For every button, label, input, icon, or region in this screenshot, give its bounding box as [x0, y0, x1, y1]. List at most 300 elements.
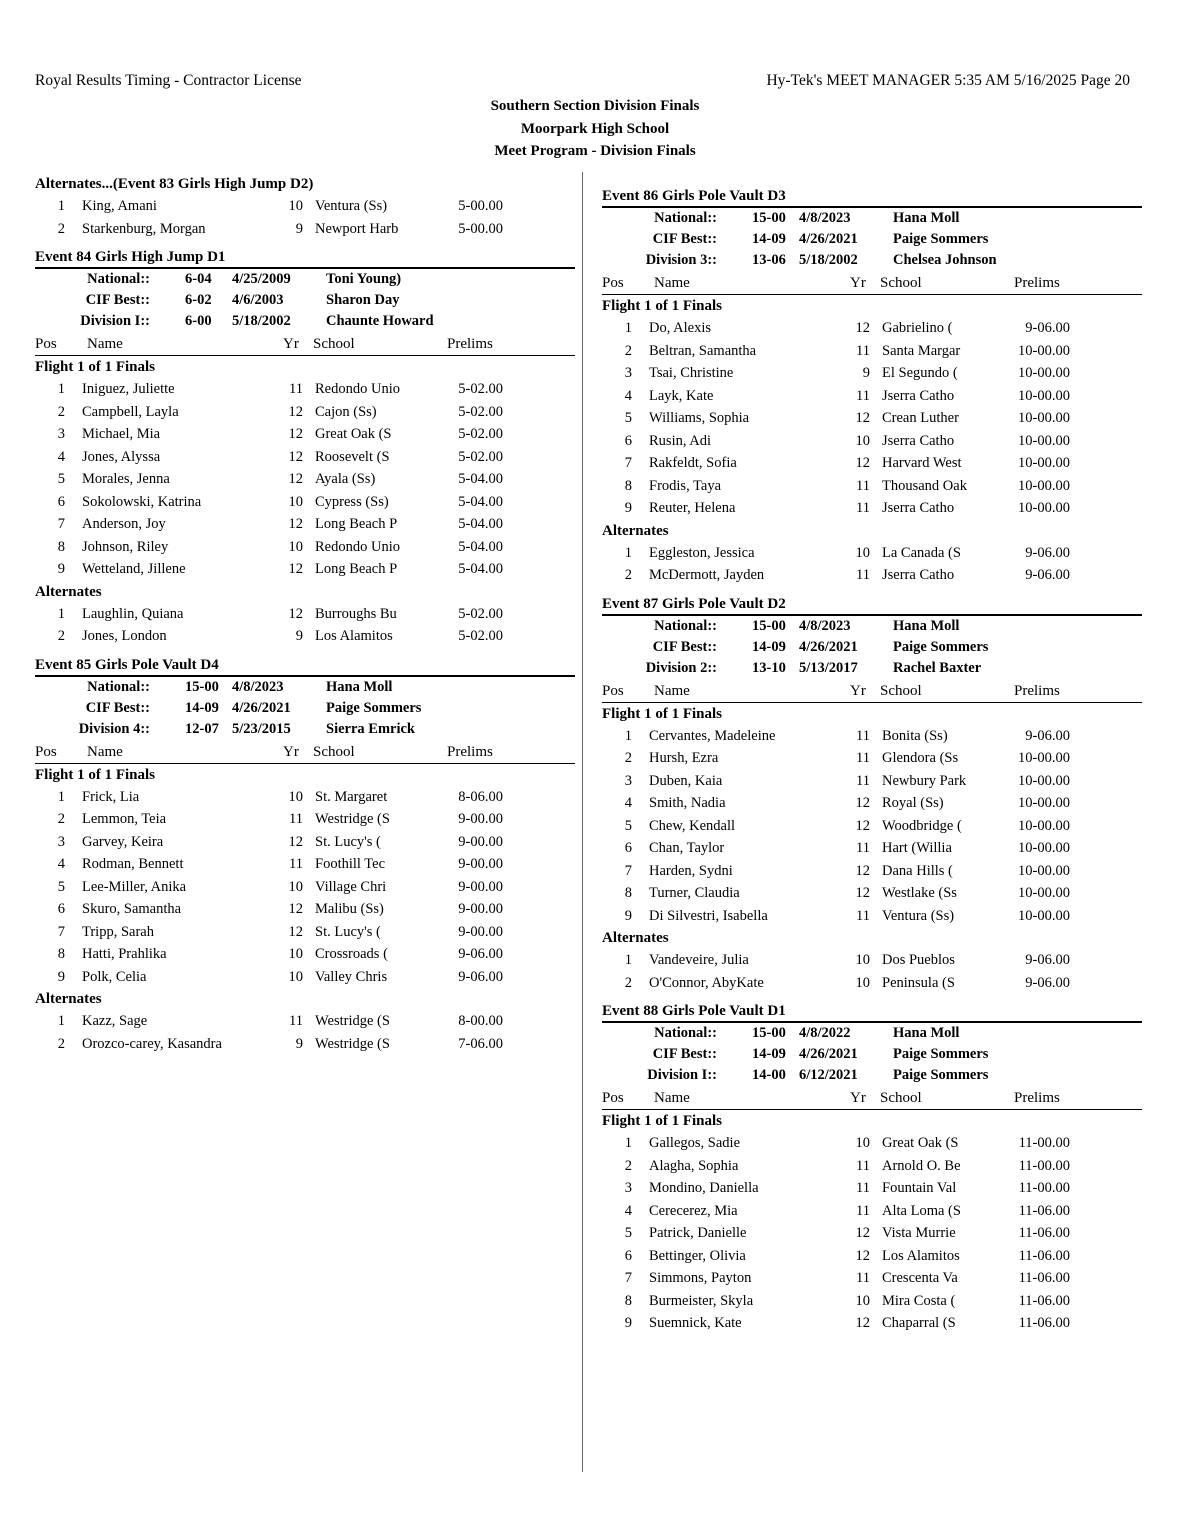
entry-name: Jones, Alyssa: [82, 448, 161, 465]
entry-pos: 2: [624, 974, 632, 991]
entry-yr: 11: [856, 1270, 870, 1286]
entry-school: Jserra Catho: [882, 387, 955, 404]
entry-name: Tripp, Sarah: [82, 923, 154, 940]
entry-yr: 12: [288, 901, 303, 917]
entry-prelims: 9-06.00: [1025, 320, 1070, 336]
event-block: [35, 246, 575, 648]
record-label: Division 4::: [78, 720, 150, 737]
entry-name: O'Connor, AbyKate: [649, 974, 764, 991]
record-date: 4/8/2023: [799, 210, 851, 226]
entry-pos: 8: [57, 946, 65, 962]
entry-row: [602, 1290, 1142, 1313]
entry-yr: 11: [289, 381, 303, 397]
record-holder: Sharon Day: [326, 292, 400, 308]
entry-yr: 12: [855, 1315, 870, 1331]
column-header-row: [602, 273, 1142, 295]
entry-yr: 11: [289, 1013, 303, 1029]
record-date: 4/6/2003: [232, 292, 284, 308]
entry-school: Ayala (Ss): [315, 471, 376, 487]
entry-school: Bonita (Ss): [882, 727, 948, 744]
entry-pos: 5: [624, 817, 632, 834]
record-holder: Paige Sommers: [893, 1067, 989, 1083]
entry-yr: 12: [855, 320, 870, 336]
entry-yr: 12: [855, 817, 870, 834]
entry-school: Harvard West: [882, 455, 962, 471]
entry-school: Foothill Tec: [315, 856, 386, 872]
entry-school: Los Alamitos: [882, 1247, 960, 1264]
entry-yr: 12: [288, 448, 303, 465]
right-column: [602, 185, 1142, 1341]
entry-prelims: 10-00.00: [1018, 342, 1070, 359]
header-yr: Yr: [283, 743, 299, 760]
entry-yr: 11: [856, 750, 870, 766]
record-label: CIF Best::: [85, 699, 150, 716]
entry-pos: 4: [57, 856, 65, 872]
entry-pos: 9: [624, 907, 632, 924]
entry-school: Roosevelt (S: [315, 448, 390, 465]
entry-pos: 6: [624, 1247, 632, 1264]
entry-school: Crean Luther: [882, 410, 959, 426]
entry-yr: 11: [856, 1202, 870, 1219]
entry-pos: 4: [57, 448, 65, 465]
entry-name: King, Amani: [82, 198, 157, 214]
entry-school: Malibu (Ss): [315, 901, 384, 917]
entry-school: Ventura (Ss): [315, 198, 388, 214]
record-label: National::: [654, 210, 717, 226]
entry-school: La Canada (S: [882, 544, 961, 561]
entry-prelims: 10-00.00: [1018, 477, 1070, 494]
record-date: 5/18/2002: [232, 313, 291, 329]
entry-school: Village Chri: [315, 878, 387, 895]
event-block: [35, 654, 575, 1056]
record-holder: Paige Sommers: [893, 1046, 989, 1062]
header-pos: Pos: [602, 275, 624, 291]
entry-prelims: 9-06.00: [1025, 544, 1070, 561]
entry-school: Thousand Oak: [882, 477, 967, 494]
entry-row: [35, 513, 575, 536]
entry-prelims: 11-06.00: [1018, 1247, 1070, 1264]
entry-yr: 11: [856, 772, 870, 789]
entry-school: El Segundo (: [882, 365, 958, 381]
header-school: School: [880, 682, 922, 699]
entry-school: Mira Costa (: [882, 1292, 956, 1309]
entry-pos: 7: [57, 516, 65, 532]
entry-yr: 11: [856, 387, 870, 404]
entry-name: Garvey, Keira: [82, 833, 164, 850]
entry-pos: 6: [624, 840, 632, 856]
record-mark: 6-04: [185, 271, 212, 287]
entry-prelims: 9-00.00: [458, 901, 503, 917]
alternate-row: [35, 625, 575, 648]
entry-row: [602, 725, 1142, 748]
flight-label: Flight 1 of 1 Finals: [602, 705, 723, 722]
header-left-text: Royal Results Timing - Contractor License: [35, 72, 302, 89]
entry-name: Lee-Miller, Anika: [82, 878, 187, 895]
record-row: [35, 311, 575, 332]
entry-row: [602, 1222, 1142, 1245]
entry-prelims: 5-00.00: [458, 220, 503, 237]
header-name: Name: [654, 1090, 690, 1106]
entry-row: [35, 921, 575, 944]
entry-pos: 2: [624, 567, 632, 583]
flight-label: Flight 1 of 1 Finals: [602, 298, 723, 314]
entry-prelims: 5-02.00: [458, 448, 503, 465]
entry-pos: 2: [624, 750, 632, 766]
record-mark: 6-00: [185, 313, 212, 329]
entry-prelims: 5-04.00: [458, 561, 503, 577]
entry-pos: 2: [57, 220, 65, 237]
entry-prelims: 9-00.00: [458, 856, 503, 872]
record-label: Division I::: [647, 1067, 717, 1083]
header-prelims: Prelims: [447, 743, 493, 760]
entry-yr: 10: [855, 974, 870, 991]
record-row: [602, 208, 1142, 229]
record-label: Division 3::: [645, 252, 717, 268]
entry-school: Ventura (Ss): [882, 907, 955, 924]
entry-name: Laughlin, Quiana: [82, 605, 184, 622]
entry-name: Do, Alexis: [649, 320, 712, 336]
entry-school: Arnold O. Be: [882, 1157, 961, 1174]
entry-school: Crossroads (: [315, 946, 388, 962]
column-divider: [582, 172, 583, 1472]
entry-row: [602, 1177, 1142, 1200]
entry-name: Kazz, Sage: [82, 1013, 148, 1029]
entry-name: Anderson, Joy: [82, 516, 166, 532]
entry-name: Patrick, Danielle: [649, 1225, 747, 1241]
record-mark: 13-06: [752, 252, 786, 268]
entry-row: [35, 491, 575, 514]
entry-row: [602, 770, 1142, 793]
entry-pos: 9: [624, 1315, 632, 1331]
entry-pos: 6: [57, 901, 65, 917]
event-title: Alternates...(Event 83 Girls High Jump D2): [35, 176, 314, 192]
entry-row: [35, 943, 575, 966]
meet-subtitle: Meet Program - Division Finals: [494, 143, 696, 159]
entry-yr: 11: [856, 342, 870, 359]
entry-row: [602, 1245, 1142, 1268]
entry-prelims: 10-00.00: [1018, 817, 1070, 834]
entry-prelims: 8-00.00: [458, 1013, 503, 1029]
entry-row: [602, 362, 1142, 385]
entry-prelims: 5-02.00: [458, 605, 503, 622]
entry-school: Crescenta Va: [882, 1270, 958, 1286]
entry-name: Campbell, Layla: [82, 403, 179, 420]
entry-prelims: 9-06.00: [1025, 567, 1070, 583]
entry-prelims: 10-00.00: [1018, 455, 1070, 471]
entry-school: Chaparral (S: [882, 1315, 956, 1331]
record-mark: 14-09: [185, 699, 219, 716]
event-title: Event 88 Girls Pole Vault D1: [602, 1000, 1142, 1023]
entry-yr: 11: [856, 1180, 870, 1196]
entry-prelims: 10-00.00: [1018, 432, 1070, 449]
header-name: Name: [87, 336, 123, 352]
record-holder: Paige Sommers: [893, 638, 989, 655]
entry-school: Valley Chris: [315, 968, 388, 985]
entry-name: Chew, Kendall: [649, 817, 736, 834]
header-yr: Yr: [850, 1090, 866, 1106]
record-mark: 12-07: [185, 720, 219, 737]
record-row: [35, 269, 575, 290]
entry-prelims: 7-06.00: [458, 1035, 503, 1052]
entry-name: Vandeveire, Julia: [649, 952, 749, 968]
column-header-row: [35, 334, 575, 356]
record-mark: 14-09: [752, 231, 786, 247]
record-label: National::: [87, 271, 150, 287]
flight-label: Flight 1 of 1 Finals: [35, 766, 156, 783]
entry-yr: 12: [288, 561, 303, 577]
entry-row: [35, 378, 575, 401]
entry-name: Reuter, Helena: [649, 500, 736, 516]
entry-prelims: 5-00.00: [458, 198, 503, 214]
alternate-row: [602, 542, 1142, 565]
entry-name: Bettinger, Olivia: [649, 1247, 746, 1264]
entry-prelims: 10-00.00: [1018, 772, 1070, 789]
entry-row: [35, 423, 575, 446]
entry-row: [602, 905, 1142, 928]
record-holder: Hana Moll: [326, 678, 393, 695]
entry-pos: 5: [624, 410, 632, 426]
alternate-row: [602, 564, 1142, 587]
meet-venue: Moorpark High School: [520, 120, 670, 137]
alternates-label: Alternates: [35, 991, 102, 1007]
entry-yr: 9: [295, 1035, 303, 1052]
entry-yr: 9: [295, 220, 303, 237]
entry-pos: 3: [57, 833, 65, 850]
entry-row: [35, 468, 575, 491]
record-holder: Paige Sommers: [326, 699, 422, 716]
entry-yr: 10: [288, 493, 303, 510]
entry-pos: 2: [624, 1157, 632, 1174]
entry-school: Cajon (Ss): [315, 403, 377, 420]
record-label: CIF Best::: [652, 231, 717, 247]
entry-row: [602, 1132, 1142, 1155]
entry-row: [602, 860, 1142, 883]
record-row: [602, 1044, 1142, 1065]
record-mark: 15-00: [752, 617, 786, 634]
entry-name: Gallegos, Sadie: [649, 1135, 741, 1151]
entry-yr: 11: [856, 840, 870, 856]
entry-row: [35, 853, 575, 876]
entry-prelims: 11-06.00: [1018, 1315, 1070, 1331]
record-label: National::: [654, 1025, 717, 1041]
entry-pos: 2: [57, 811, 65, 827]
entry-pos: 2: [624, 342, 632, 359]
record-row: [35, 677, 575, 698]
entry-yr: 10: [288, 968, 303, 985]
alternate-row: [35, 218, 575, 241]
entry-prelims: 11-06.00: [1018, 1225, 1070, 1241]
entry-yr: 11: [856, 477, 870, 494]
record-row: [602, 229, 1142, 250]
flight-label: Flight 1 of 1 Finals: [35, 359, 156, 375]
entry-yr: 12: [288, 426, 303, 442]
record-row: [602, 637, 1142, 658]
entry-prelims: 10-00.00: [1018, 885, 1070, 901]
entry-pos: 1: [624, 727, 632, 744]
entry-pos: 1: [624, 1135, 632, 1151]
entry-pos: 5: [57, 471, 65, 487]
entry-row: [35, 898, 575, 921]
record-row: [602, 616, 1142, 637]
entry-row: [602, 340, 1142, 363]
header-school: School: [880, 1090, 922, 1106]
entry-pos: 7: [624, 1270, 632, 1286]
entry-name: Morales, Jenna: [82, 471, 170, 487]
entry-prelims: 11-06.00: [1018, 1292, 1070, 1309]
entry-school: Jserra Catho: [882, 432, 955, 449]
entry-pos: 1: [57, 788, 65, 805]
record-holder: Hana Moll: [893, 210, 960, 226]
alternate-row: [35, 195, 575, 218]
entry-prelims: 9-06.00: [458, 968, 503, 985]
entry-row: [602, 815, 1142, 838]
alternate-row: [602, 972, 1142, 995]
entry-pos: 9: [624, 500, 632, 516]
entry-name: Sokolowski, Katrina: [82, 493, 202, 510]
entry-pos: 3: [624, 772, 632, 789]
entry-row: [35, 446, 575, 469]
record-holder: Paige Sommers: [893, 231, 989, 247]
entry-pos: 4: [624, 1202, 632, 1219]
record-row: [602, 1065, 1142, 1086]
entry-school: Great Oak (S: [882, 1135, 959, 1151]
entry-yr: 10: [288, 198, 303, 214]
entry-pos: 1: [624, 544, 632, 561]
entry-row: [602, 452, 1142, 475]
record-date: 4/26/2021: [799, 638, 858, 655]
entry-name: Alagha, Sophia: [649, 1157, 739, 1174]
entry-yr: 12: [288, 605, 303, 622]
entry-school: St. Lucy's (: [315, 833, 381, 850]
entry-pos: 8: [624, 1292, 632, 1309]
entry-pos: 9: [57, 968, 65, 985]
event-title: Event 85 Girls Pole Vault D4: [35, 654, 575, 677]
alternate-row: [602, 949, 1142, 972]
entry-row: [602, 475, 1142, 498]
entry-pos: 1: [624, 320, 632, 336]
record-mark: 15-00: [752, 1025, 786, 1041]
record-row: [602, 658, 1142, 679]
header-yr: Yr: [850, 682, 866, 699]
entry-school: Dos Pueblos: [882, 952, 955, 968]
alternates-label: Alternates: [35, 583, 102, 600]
entry-prelims: 5-04.00: [458, 538, 503, 555]
entry-yr: 12: [288, 403, 303, 420]
entry-name: Mondino, Daniella: [649, 1180, 759, 1196]
entry-school: Westridge (S: [315, 1035, 390, 1052]
entry-row: [602, 1200, 1142, 1223]
event-block: [602, 593, 1142, 995]
record-label: National::: [87, 678, 150, 695]
entry-prelims: 10-00.00: [1018, 365, 1070, 381]
column-header-row: [35, 742, 575, 764]
entry-name: Tsai, Christine: [649, 365, 734, 381]
event-block: [602, 1000, 1142, 1335]
alternates-label: Alternates: [602, 522, 669, 539]
entry-school: Cypress (Ss): [315, 493, 389, 510]
entry-row: [602, 792, 1142, 815]
record-mark: 15-00: [752, 210, 786, 226]
entry-row: [602, 747, 1142, 770]
entry-pos: 6: [624, 432, 632, 449]
entry-prelims: 9-06.00: [1025, 727, 1070, 744]
header-name: Name: [654, 275, 690, 291]
header-pos: Pos: [602, 682, 624, 699]
entry-row: [602, 317, 1142, 340]
entry-name: Chan, Taylor: [649, 840, 725, 856]
record-date: 5/13/2017: [799, 659, 858, 676]
entry-school: Hart (Willia: [882, 840, 952, 856]
record-label: CIF Best::: [652, 1046, 717, 1062]
record-date: 6/12/2021: [799, 1067, 858, 1083]
record-date: 4/25/2009: [232, 271, 291, 287]
entry-prelims: 10-00.00: [1018, 862, 1070, 879]
header-name: Name: [87, 743, 123, 760]
entry-yr: 12: [855, 410, 870, 426]
entry-school: Burroughs Bu: [315, 605, 397, 622]
entry-pos: 8: [624, 477, 632, 494]
entry-school: Redondo Unio: [315, 538, 400, 555]
entry-row: [602, 430, 1142, 453]
entry-prelims: 10-00.00: [1018, 907, 1070, 924]
entry-name: Frodis, Taya: [649, 477, 722, 494]
entry-name: Duben, Kaia: [649, 772, 723, 789]
entry-yr: 12: [288, 923, 303, 940]
record-mark: 13-10: [752, 659, 786, 676]
entry-yr: 12: [855, 862, 870, 879]
event-title: Event 86 Girls Pole Vault D3: [602, 185, 1142, 208]
record-holder: Chaunte Howard: [326, 313, 434, 329]
entry-yr: 10: [288, 538, 303, 555]
entry-prelims: 9-06.00: [1025, 974, 1070, 991]
entry-name: McDermott, Jayden: [649, 567, 765, 583]
entry-school: Jserra Catho: [882, 500, 955, 516]
record-mark: 15-00: [185, 678, 219, 695]
entry-school: Great Oak (S: [315, 426, 392, 442]
entry-name: Williams, Sophia: [649, 410, 750, 426]
entry-pos: 2: [57, 628, 65, 644]
entry-yr: 12: [855, 455, 870, 471]
record-label: CIF Best::: [85, 292, 150, 308]
record-holder: Chelsea Johnson: [893, 252, 997, 268]
entry-prelims: 10-00.00: [1018, 410, 1070, 426]
entry-prelims: 10-00.00: [1018, 750, 1070, 766]
entry-pos: 6: [57, 493, 65, 510]
entry-school: Santa Margar: [882, 342, 961, 359]
entry-school: Jserra Catho: [882, 567, 955, 583]
entry-pos: 1: [57, 198, 65, 214]
entry-row: [35, 808, 575, 831]
column-header-row: [602, 681, 1142, 703]
entry-yr: 10: [288, 788, 303, 805]
entry-pos: 2: [57, 403, 65, 420]
header-prelims: Prelims: [1014, 682, 1060, 699]
entry-pos: 2: [57, 1035, 65, 1052]
entry-row: [602, 407, 1142, 430]
entry-pos: 4: [624, 795, 632, 811]
entry-pos: 4: [624, 387, 632, 404]
entry-yr: 11: [856, 907, 870, 924]
entry-name: Polk, Celia: [82, 968, 147, 985]
record-mark: 6-02: [185, 292, 212, 308]
entry-name: Harden, Sydni: [649, 862, 733, 879]
entry-prelims: 9-00.00: [458, 833, 503, 850]
event-block: [602, 185, 1142, 587]
entry-prelims: 9-00.00: [458, 923, 503, 940]
entry-name: Rodman, Bennett: [82, 856, 184, 872]
entry-name: Di Silvestri, Isabella: [649, 907, 768, 924]
record-row: [602, 250, 1142, 271]
